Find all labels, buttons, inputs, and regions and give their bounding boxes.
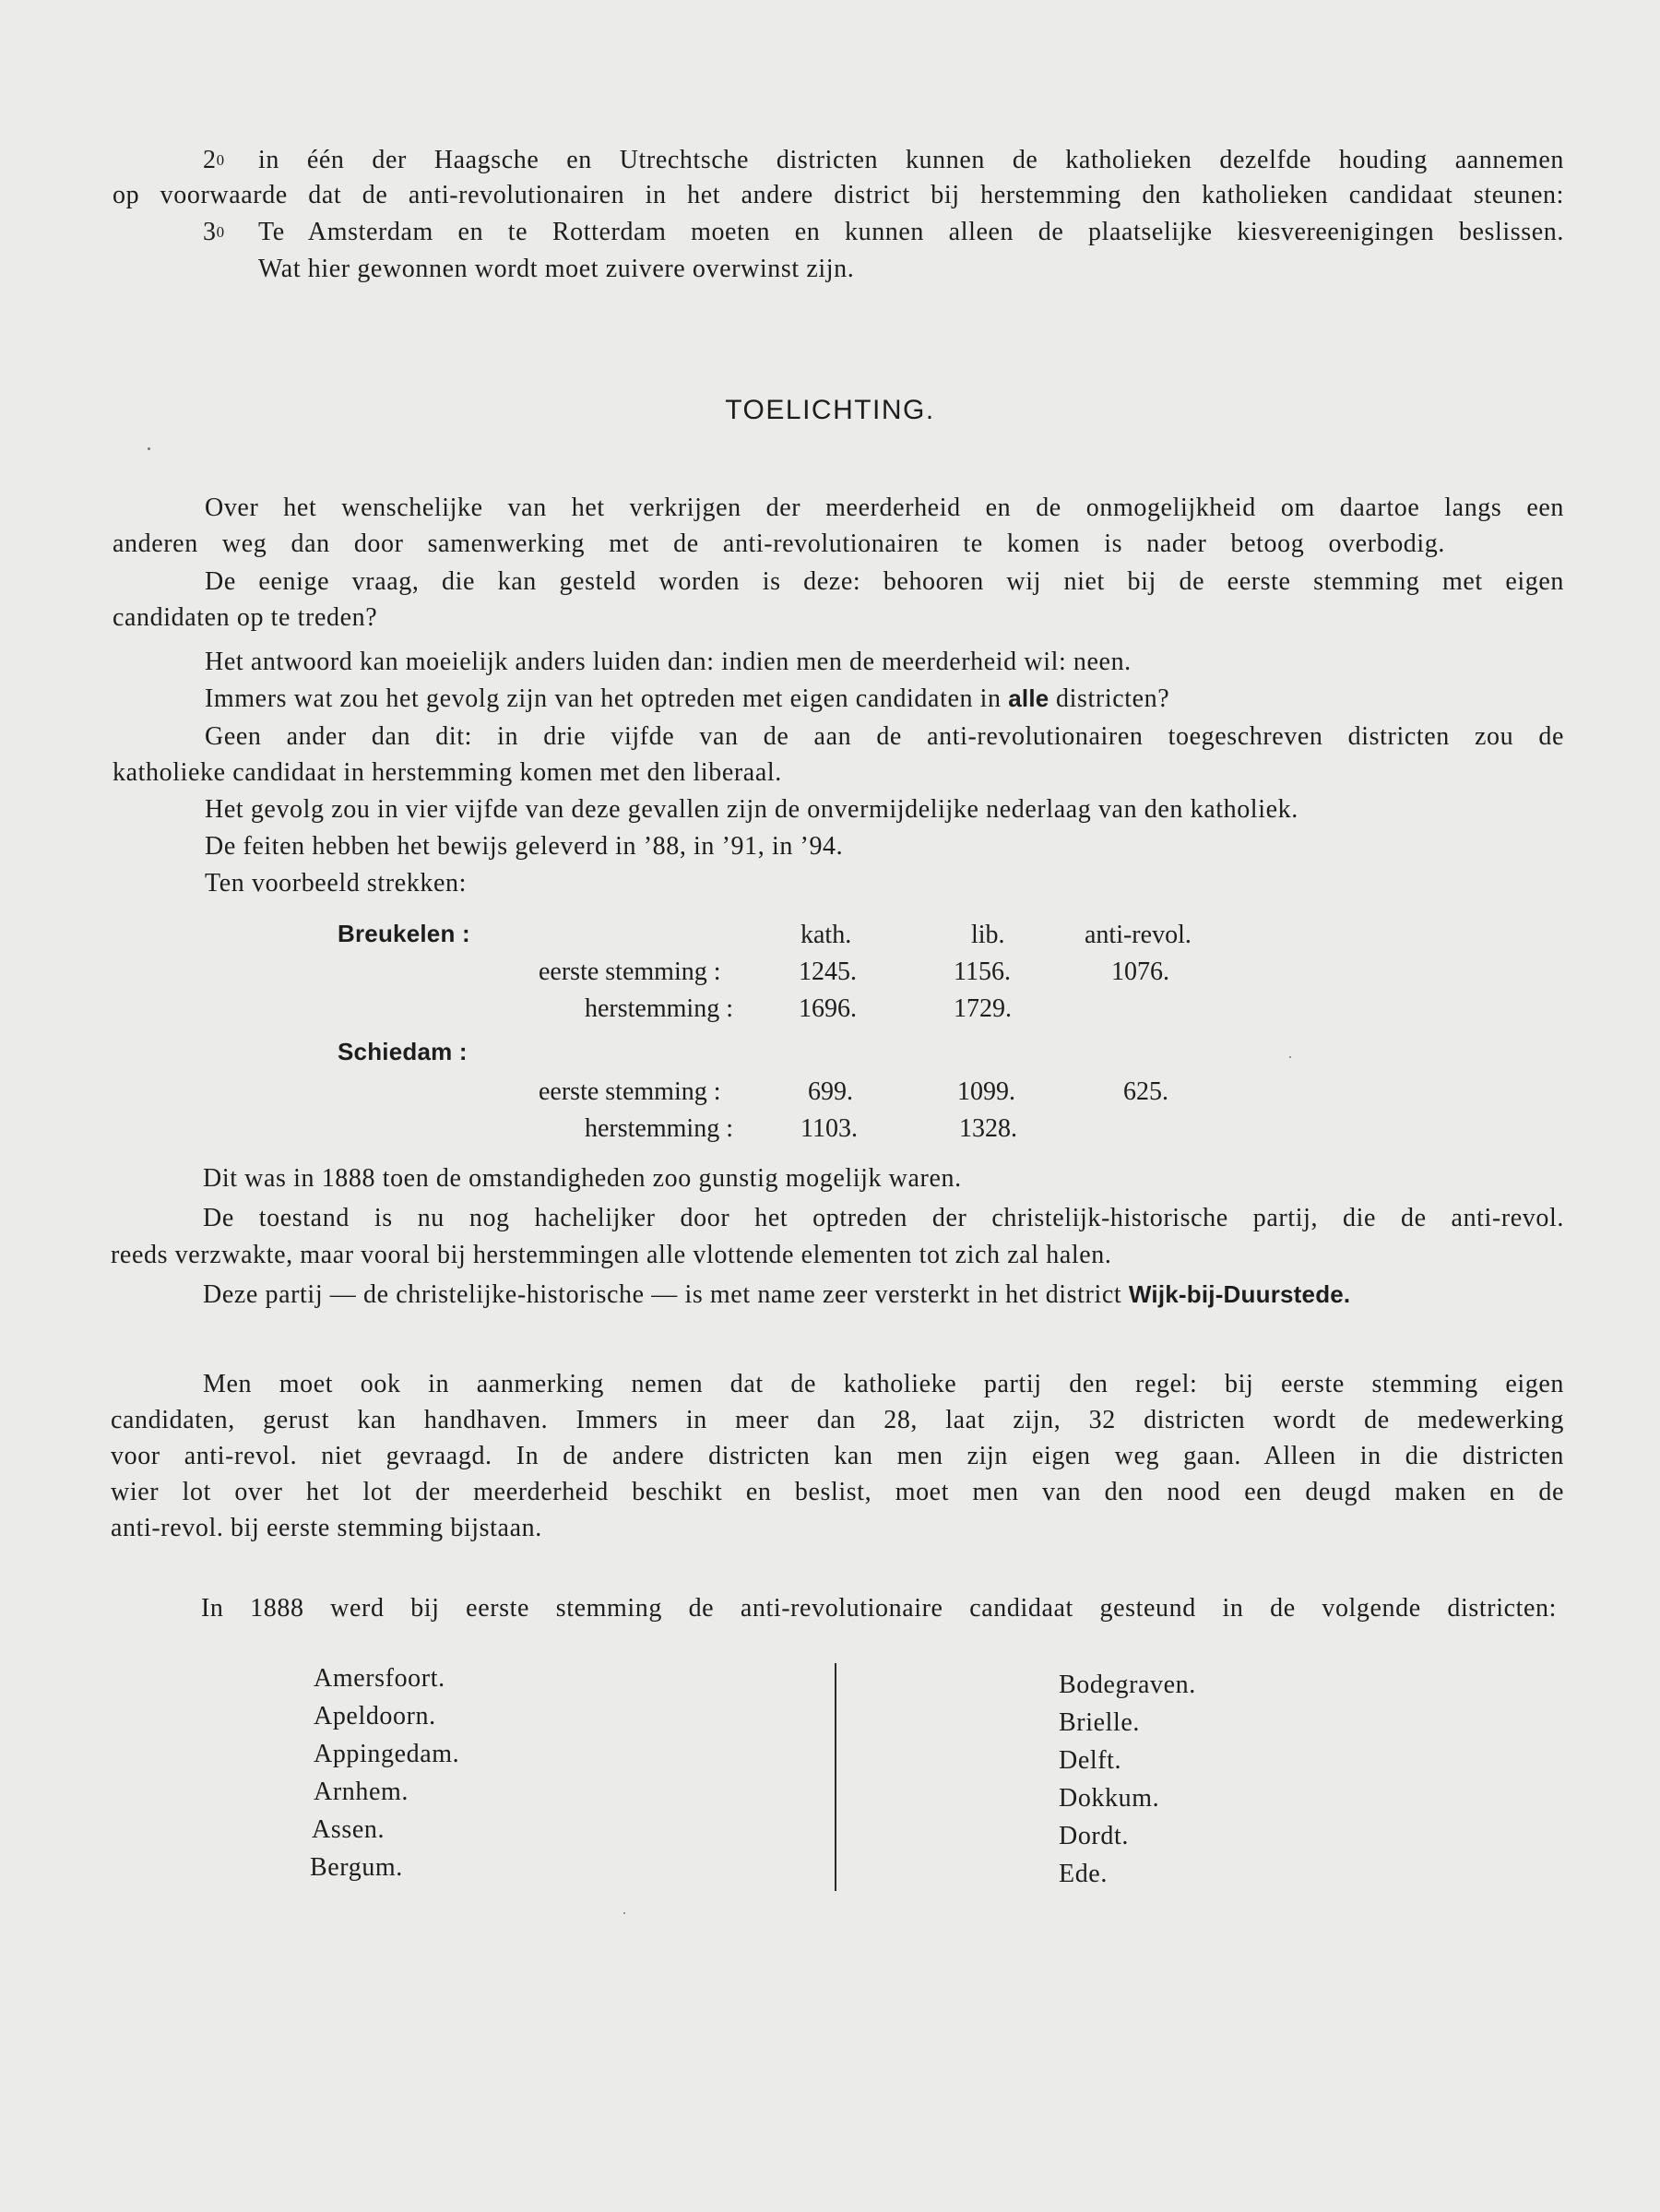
item-2-line-1: in één der Haagsche en Utrechtsche districten kunnen de katholieken dezelfde houding aannemen (258, 146, 1564, 174)
after-p1: Dit was in 1888 toen de omstandigheden zoo gunstig mogelijk waren. (203, 1164, 962, 1193)
row-label: herstemming : (585, 994, 733, 1023)
cell-kath: 1245. (799, 957, 857, 986)
body-p1-line-2: anderen weg dan door samenwerking met de anti-revolutionairen te komen is nader betoog overbodig. (113, 529, 1445, 558)
header-anti-revol: anti-revol. (1085, 921, 1192, 949)
after-p2-line-2: reeds verzwakte, maar vooral bij herstemmingen alle vlottende elementen tot zich zal halen. (111, 1241, 1112, 1269)
body-p2-line-1: De eenige vraag, die kan gesteld worden is deze: behooren wij niet bij de eerste stemming met eigen (205, 567, 1564, 596)
item-2-marker: $2^0$ (203, 146, 225, 174)
page-speck (1289, 1056, 1291, 1058)
districts-intro: In 1888 werd bij eerste stemming de anti-revolutionaire candidaat gesteund in de volgende districten: (201, 1594, 1557, 1623)
row-label: eerste stemming : (539, 1077, 721, 1106)
district-item: Ede. (1059, 1860, 1108, 1888)
district-item: Dordt. (1059, 1822, 1129, 1850)
row-label: herstemming : (585, 1114, 733, 1143)
page-speck (148, 447, 150, 450)
district-name: Breukelen : (338, 920, 470, 947)
rule-line-2: candidaten, gerust kan handhaven. Immers in meer dan 28, laat zijn, 32 districten wordt de medewerking (111, 1406, 1564, 1434)
district-item: Delft. (1059, 1746, 1122, 1775)
body-p1-line-1: Over het wenschelijke van het verkrijgen der meerderheid en de onmogelijkheid om daartoe langs een (205, 494, 1564, 522)
body-p7: De feiten hebben het bewijs geleverd in ’88, in ’91, in ’94. (205, 832, 844, 861)
item-3-marker: $3^0$ (203, 218, 225, 246)
header-lib: lib. (971, 921, 1005, 949)
body-p5-line-1: Geen ander dan dit: in drie vijfde van de aan de anti-revolutionairen toegeschreven districten zou de (205, 722, 1564, 751)
rule-line-3: voor anti-revol. niet gevraagd. In de andere districten kan men zijn eigen weg gaan. Alleen in die districten (111, 1442, 1564, 1470)
page-speck (623, 1912, 625, 1914)
cell-anti-revol: 1076. (1111, 957, 1169, 986)
cell-anti-revol: 625. (1123, 1077, 1168, 1106)
district-item: Bergum. (310, 1853, 403, 1882)
district-item: Arnhem. (314, 1778, 409, 1806)
item-3-line-1: Te Amsterdam en te Rotterdam moeten en kunnen alleen de plaatselijke kiesvereenigingen beslissen. (258, 218, 1564, 246)
header-kath: kath. (800, 921, 852, 949)
column-divider (835, 1663, 836, 1891)
body-p5-line-2: katholieke candidaat in herstemming komen met den liberaal. (113, 758, 782, 787)
rule-line-4: wier lot over het lot der meerderheid beschikt en beslist, moet men van den nood een deugd maken en de (111, 1478, 1564, 1506)
district-item: Amersfoort. (314, 1664, 445, 1693)
district-name: Schiedam : (338, 1038, 468, 1065)
section-heading: TOELICHTING. (725, 395, 935, 425)
body-p3: Het antwoord kan moeielijk anders luiden dan: indien men de meerderheid wil: neen. (205, 648, 1132, 676)
after-p2-line-1: De toestand is nu nog hachelijker door het optreden der christelijk-historische partij, die de anti-revol. (203, 1204, 1564, 1232)
body-p2-line-2: candidaten op te treden? (113, 603, 378, 632)
rule-line-5: anti-revol. bij eerste stemming bijstaan. (111, 1514, 542, 1542)
district-item: Bodegraven. (1059, 1671, 1196, 1699)
item-2-line-2: op voorwaarde dat de anti-revolutionairen in het andere district bij herstemming den katholieken candidaat steunen: (113, 181, 1564, 209)
body-p8: Ten voorbeeld strekken: (205, 869, 467, 898)
cell-lib: 1156. (954, 957, 1011, 986)
district-item: Dokkum. (1059, 1784, 1160, 1813)
cell-kath: 1103. (800, 1114, 858, 1143)
row-label: eerste stemming : (539, 957, 721, 986)
cell-lib: 1099. (957, 1077, 1015, 1106)
cell-kath: 1696. (799, 994, 857, 1023)
cell-kath: 699. (808, 1077, 853, 1106)
body-p6: Het gevolg zou in vier vijfde van deze gevallen zijn de onvermijdelijke nederlaag van den katholiek. (205, 795, 1298, 824)
item-3-line-2: Wat hier gewonnen wordt moet zuivere overwinst zijn. (258, 255, 855, 283)
cell-lib: 1729. (954, 994, 1012, 1023)
rule-line-1: Men moet ook in aanmerking nemen dat de katholieke partij den regel: bij eerste stemming eigen (203, 1370, 1564, 1398)
district-item: Assen. (312, 1815, 385, 1844)
after-p3: Deze partij — de christelijke-historische — is met name zeer versterkt in het district Wijk-bij-Duurstede. (203, 1280, 1351, 1309)
district-item: Brielle. (1059, 1708, 1140, 1737)
cell-lib: 1328. (959, 1114, 1017, 1143)
district-item: Appingedam. (314, 1740, 460, 1768)
district-item: Apeldoorn. (314, 1702, 436, 1730)
body-p4: Immers wat zou het gevolg zijn van het optreden met eigen candidaten in alle districten? (205, 684, 1170, 713)
